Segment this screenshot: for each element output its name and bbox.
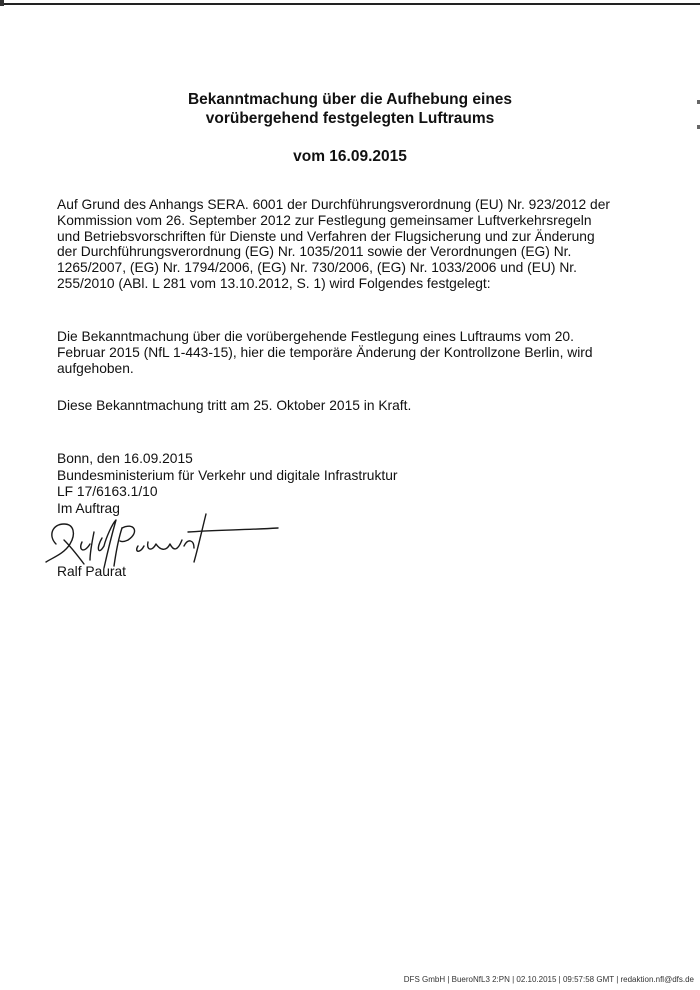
closing-block bbox=[57, 451, 397, 517]
transmission-footer: DFS GmbH | BueroNfL3 2:PN | 02.10.2015 | 09:57:58 GMT | redaktion.nfl@dfs.de bbox=[403, 975, 694, 984]
reference-number: LF 17/6163.1/10 bbox=[57, 484, 158, 499]
top-edge-line bbox=[0, 3, 700, 5]
title-line-1: Bekanntmachung über die Aufhebung eines bbox=[187, 91, 513, 108]
paragraph-repeal: Die Bekanntmachung über die vorübergehende Festlegung eines Luftraums vom 20. Februar 2015 (NfL 1-443-15), hier die temporäre Änderung der Kontrollzone Berlin, wird aufgehoben. bbox=[57, 329, 593, 376]
signer-name: Ralf Paurat bbox=[57, 564, 127, 579]
top-left-mark bbox=[0, 0, 4, 6]
on-behalf-label: Im Auftrag bbox=[57, 500, 120, 516]
title-line-2: vorübergehend festgelegten Luftraums bbox=[205, 110, 495, 127]
ministry-name: Bundesministerium für Verkehr und digitale Infrastruktur bbox=[57, 467, 398, 483]
place-date: Bonn, den 16.09.2015 bbox=[57, 451, 193, 466]
document-title bbox=[0, 90, 700, 128]
document-date: vom 16.09.2015 bbox=[293, 148, 407, 165]
handwritten-signature bbox=[38, 510, 288, 572]
paragraph-effective-date: Diese Bekanntmachung tritt am 25. Oktober 2015 in Kraft. bbox=[57, 398, 412, 413]
paragraph-legal-basis: Auf Grund des Anhangs SERA. 6001 der Durchführungsverordnung (EU) Nr. 923/2012 der Kommission vom 26. September 2012 zur Festlegung gemeinsamer Luftverkehrsregeln und Betriebsvorschriften für Dienste und Verfahren der Flugsicherung und zur Änderung der Durchführungsverordnung (EG) Nr. 1035/2011 sowie der Verordnungen (EG) Nr. 1265/2007, (EG) Nr. 1794/2006, (EG) Nr. 730/2006, (EG) Nr. 1033/2006 und (EU) Nr. 255/2010 (ABl. L 281 vom 13.10.2012, S. 1) wird Folgendes festgelegt: bbox=[57, 197, 610, 291]
